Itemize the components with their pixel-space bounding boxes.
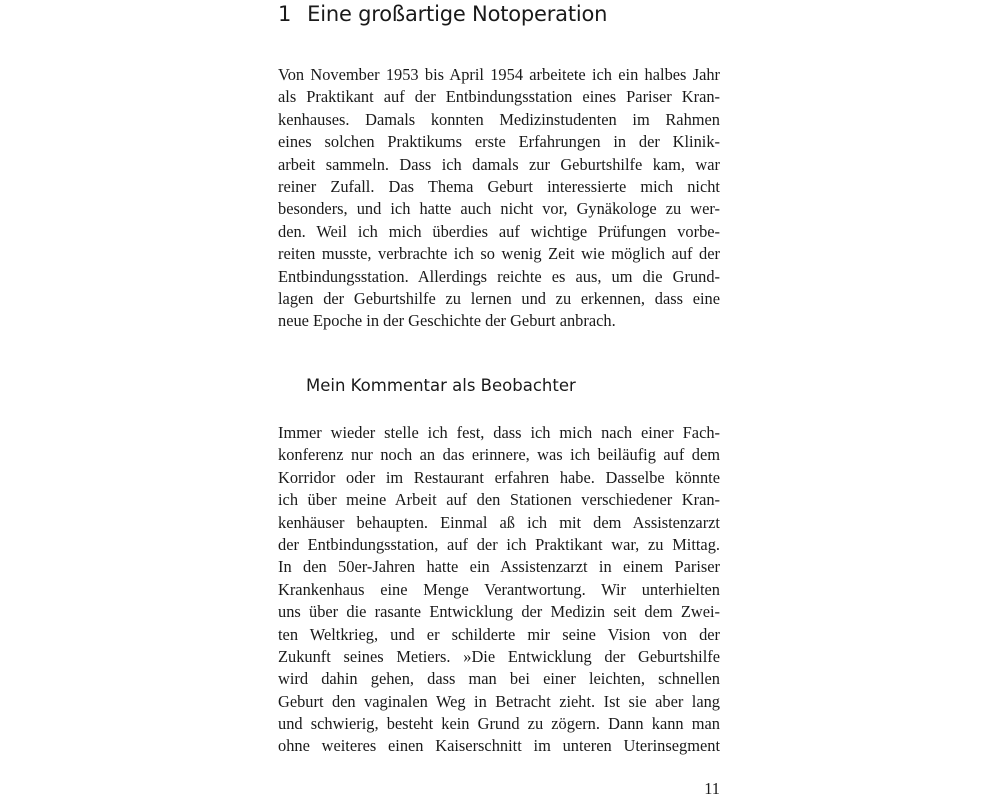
text-line: und schwierig, besteht kein Grund zu zögern. Dann kann man — [278, 714, 720, 734]
text-line: konferenz nur noch an das erinnere, was ich beiläufig auf dem — [278, 445, 720, 465]
text-line: arbeit sammeln. Dass ich damals zur Geburtshilfe kam, war — [278, 154, 720, 174]
text-line: Krankenhaus eine Menge Verantwortung. Wir unterhielten — [278, 579, 720, 599]
text-line: Entbindungsstation. Allerdings reichte es aus, um die Grund- — [278, 266, 720, 286]
text-line: ich über meine Arbeit auf den Stationen verschiedener Kran- — [278, 490, 720, 510]
text-line: Von November 1953 bis April 1954 arbeitete ich ein halbes Jahr — [278, 65, 720, 84]
text-line: kenhäuser behaupten. Einmal aß ich mit dem Assistenzarzt — [278, 512, 720, 532]
text-line: Zukunft seines Metiers. »Die Entwicklung der Geburtshilfe — [278, 646, 720, 666]
text-line: den. Weil ich mich überdies auf wichtige Prüfungen vorbe- — [278, 221, 720, 241]
text-line: besonders, und ich hatte auch nicht vor, Gynäkologe zu wer- — [278, 199, 720, 219]
text-line: ohne weiteres einen Kaiserschnitt im unteren Uterinsegment — [278, 736, 720, 756]
text-line: Geburt den vaginalen Weg in Betracht zieht. Ist sie aber lang — [278, 691, 720, 711]
text-line: ten Weltkrieg, und er schilderte mir seine Vision von der — [278, 624, 720, 644]
text-line: reiner Zufall. Das Thema Geburt interessierte mich nicht — [278, 176, 720, 196]
text-line: kenhauses. Damals konnten Medizinstudenten im Rahmen — [278, 109, 720, 129]
chapter-title — [278, 0, 607, 28]
text-line: Korridor oder im Restaurant erfahren habe. Dasselbe könnte — [278, 467, 720, 487]
text-line: wird dahin gehen, dass man bei einer leichten, schnellen — [278, 669, 720, 689]
text-line: als Praktikant auf der Entbindungsstation eines Pariser Kran- — [278, 87, 720, 107]
text-line: neue Epoche in der Geschichte der Geburt anbrach. — [278, 311, 616, 331]
text-line: der Entbindungsstation, auf der ich Praktikant war, zu Mittag. — [278, 534, 720, 554]
text-line: reiten musste, verbrachte ich so wenig Zeit wie möglich auf der — [278, 244, 720, 264]
text-line: lagen der Geburtshilfe zu lernen und zu erkennen, dass eine — [278, 288, 720, 308]
text-line: eines solchen Praktikums erste Erfahrungen in der Klinik- — [278, 132, 720, 152]
text-line: uns über die rasante Entwicklung der Medizin seit dem Zwei- — [278, 602, 720, 622]
section-heading: Mein Kommentar als Beobachter — [306, 376, 576, 395]
paragraph-1 — [278, 64, 720, 333]
paragraph-2 — [278, 422, 720, 758]
text-line: In den 50er-Jahren hatte ein Assistenzarzt in einem Pariser — [278, 557, 720, 577]
chapter-title-text: Eine großartige Notoperation — [307, 2, 608, 26]
page-number: 11 — [704, 779, 720, 798]
chapter-number: 1 — [278, 2, 292, 26]
text-line: Immer wieder stelle ich fest, dass ich mich nach einer Fach- — [278, 423, 720, 442]
